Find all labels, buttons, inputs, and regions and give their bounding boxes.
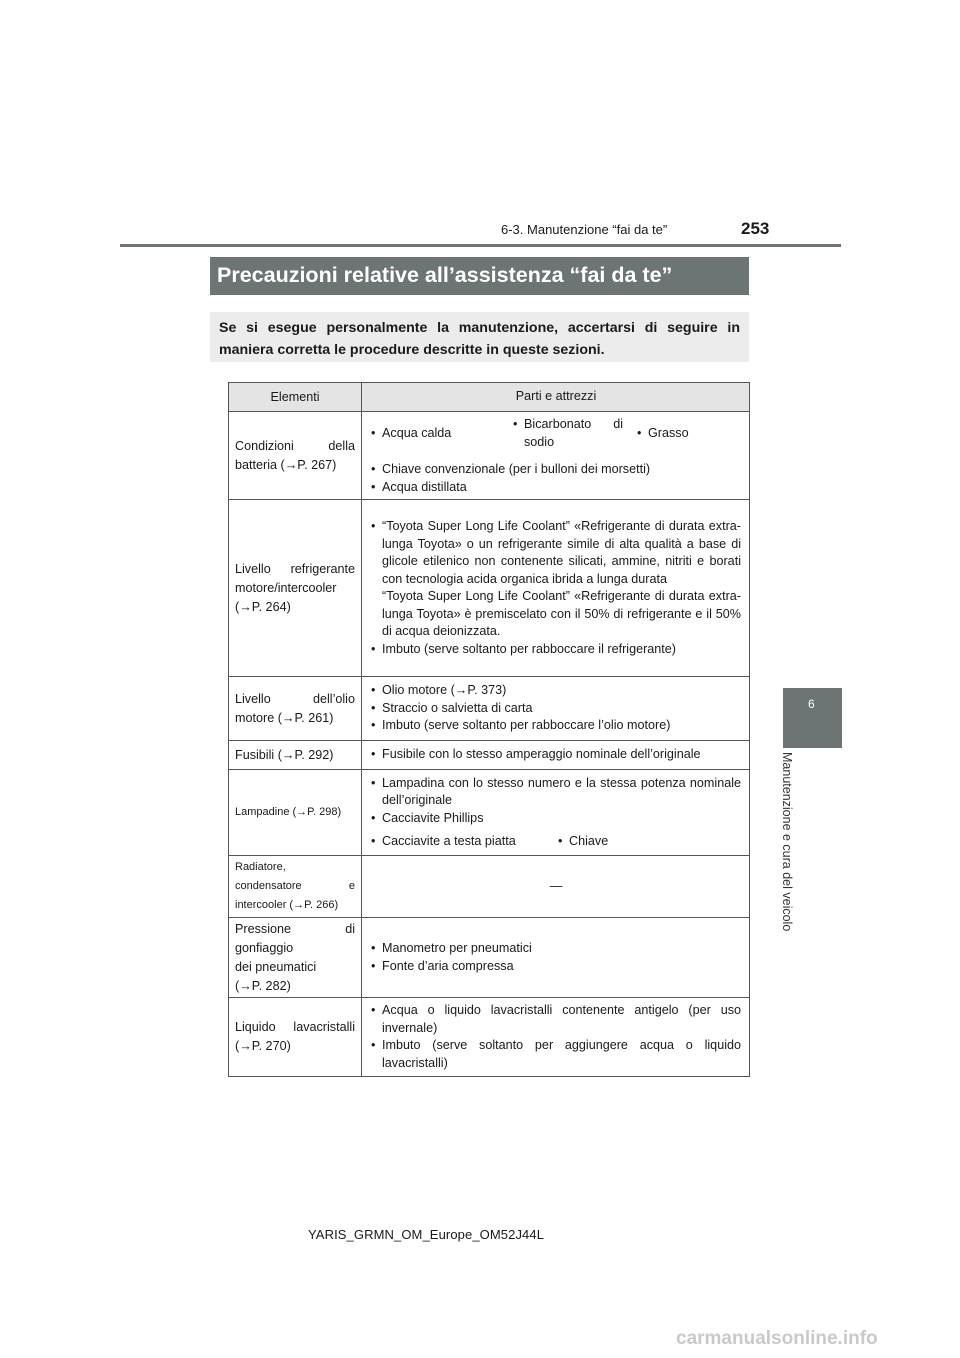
label-line: Pressione di [235, 921, 355, 936]
table-row [229, 997, 749, 1076]
table-row [229, 411, 749, 499]
row-content [362, 677, 749, 740]
row-content [362, 918, 749, 997]
page-number: 253 [741, 219, 770, 238]
intro-box [210, 312, 749, 362]
label-line: dei pneumatici [235, 959, 317, 974]
row-content [362, 770, 749, 855]
table-row [229, 676, 749, 740]
maintenance-table [228, 382, 750, 1077]
row-label [229, 677, 362, 740]
list-item: • Chiave [558, 833, 608, 851]
list-item: • Straccio o salvietta di carta [371, 700, 741, 718]
row-label [229, 500, 362, 676]
column-header-parti: Parti e attrezzi [515, 389, 597, 404]
chapter-tab [783, 688, 842, 748]
list-item: • Imbuto (serve soltanto per rabboccare l’olio motore) [371, 717, 741, 735]
table-row [229, 855, 749, 917]
list-item: • Cacciavite Phillips [371, 810, 741, 828]
row-content [362, 741, 749, 769]
table-header-row [229, 383, 749, 411]
column-header-elementi: Elementi [229, 383, 362, 411]
row-label-text: Livello dell’olio motore (→P. 261) [235, 691, 355, 725]
label-line: gonfiaggio [235, 940, 294, 955]
row-label-text: Lampadine (→P. 298) [235, 806, 342, 818]
inline-items [371, 833, 741, 851]
chapter-number: 6 [808, 697, 815, 711]
list-item: • Bicarbonato di sodio [513, 416, 623, 451]
row-label-text: Liquido lavacristalli (→P. 270) [235, 1020, 355, 1053]
list-item: • Fonte d’aria compressa [371, 958, 741, 976]
row-content [362, 856, 749, 917]
intro-text: Se si esegue personalmente la manutenzione, accertarsi di seguire in maniera corretta le procedure descritte in queste sezioni. [219, 320, 740, 358]
list-item: • Imbuto (serve soltanto per aggiungere acqua o liquido lavacristalli) [371, 1037, 741, 1072]
section-title-bar [210, 257, 749, 295]
section-header: 6-3. Manutenzione “fai da te” [501, 222, 668, 237]
row-label [229, 412, 362, 499]
row-label-text [235, 920, 355, 996]
footer-code: YARIS_GRMN_OM_Europe_OM52J44L [308, 1227, 545, 1242]
label-line: intercooler (→P. 266) [235, 899, 339, 911]
list-item: • Lampadina con lo stesso numero e la stessa potenza nominale dell’originale [371, 775, 741, 810]
row-label [229, 998, 362, 1076]
table-row [229, 740, 749, 769]
row-content [362, 998, 749, 1076]
header-rule [120, 244, 841, 247]
table-row [229, 499, 749, 676]
row-label-text: Condizioni della batteria (→P. 267) [235, 438, 355, 472]
watermark: carmanualsonline.info [676, 1328, 878, 1349]
empty-dash: — [549, 878, 563, 893]
row-label [229, 770, 362, 855]
list-item: • Acqua calda [371, 425, 513, 443]
label-line: Radiatore, [235, 861, 286, 873]
list-item: • Acqua distillata [371, 479, 741, 497]
table-row [229, 917, 749, 997]
inline-items [371, 416, 741, 451]
chapter-label-text: Manutenzione e cura del veicolo [780, 752, 794, 932]
label-line: condensatore e [235, 880, 355, 892]
table-row [229, 769, 749, 855]
row-content [362, 412, 749, 499]
row-label [229, 856, 362, 917]
list-item: • “Toyota Super Long Life Coolant” «Refrigerante di durata extra-lunga Toyota» o un refrigerante simile di alta qualità a base di glicole etilenico non contenente silicati, ammine, nitriti e borati con tecnologia acida organica ibrida a lunga durata [371, 518, 741, 588]
list-item: • Chiave convenzionale (per i bulloni dei morsetti) [371, 461, 741, 479]
list-item: • Grasso [637, 425, 717, 443]
row-label [229, 918, 362, 997]
row-label-text: Fusibili (→P. 292) [235, 747, 334, 762]
row-label-text: Livello refrigerante motore/intercooler (→P. 264) [235, 561, 355, 614]
list-item: • Olio motore (→P. 373) [371, 682, 741, 700]
section-title: Precauzioni relative all’assistenza “fai da te” [217, 263, 673, 287]
row-label-text [235, 858, 355, 915]
row-content [362, 500, 749, 676]
row-label [229, 741, 362, 769]
chapter-label [780, 752, 810, 942]
list-item: • Cacciavite a testa piatta [371, 833, 558, 851]
list-item: • Acqua o liquido lavacristalli contenente antigelo (per uso invernale) [371, 1002, 741, 1037]
list-item: • Imbuto (serve soltanto per rabboccare il refrigerante) [371, 641, 741, 659]
list-item: • Fusibile con lo stesso amperaggio nominale dell’originale [371, 746, 741, 764]
list-item: • Manometro per pneumatici [371, 940, 741, 958]
coolant-note: “Toyota Super Long Life Coolant” «Refrigerante di durata extra-lunga Toyota» è premiscelato con il 50% di refrigerante e il 50% di acqua deionizzata. [382, 589, 741, 638]
label-line: (→P. 282) [235, 978, 291, 993]
